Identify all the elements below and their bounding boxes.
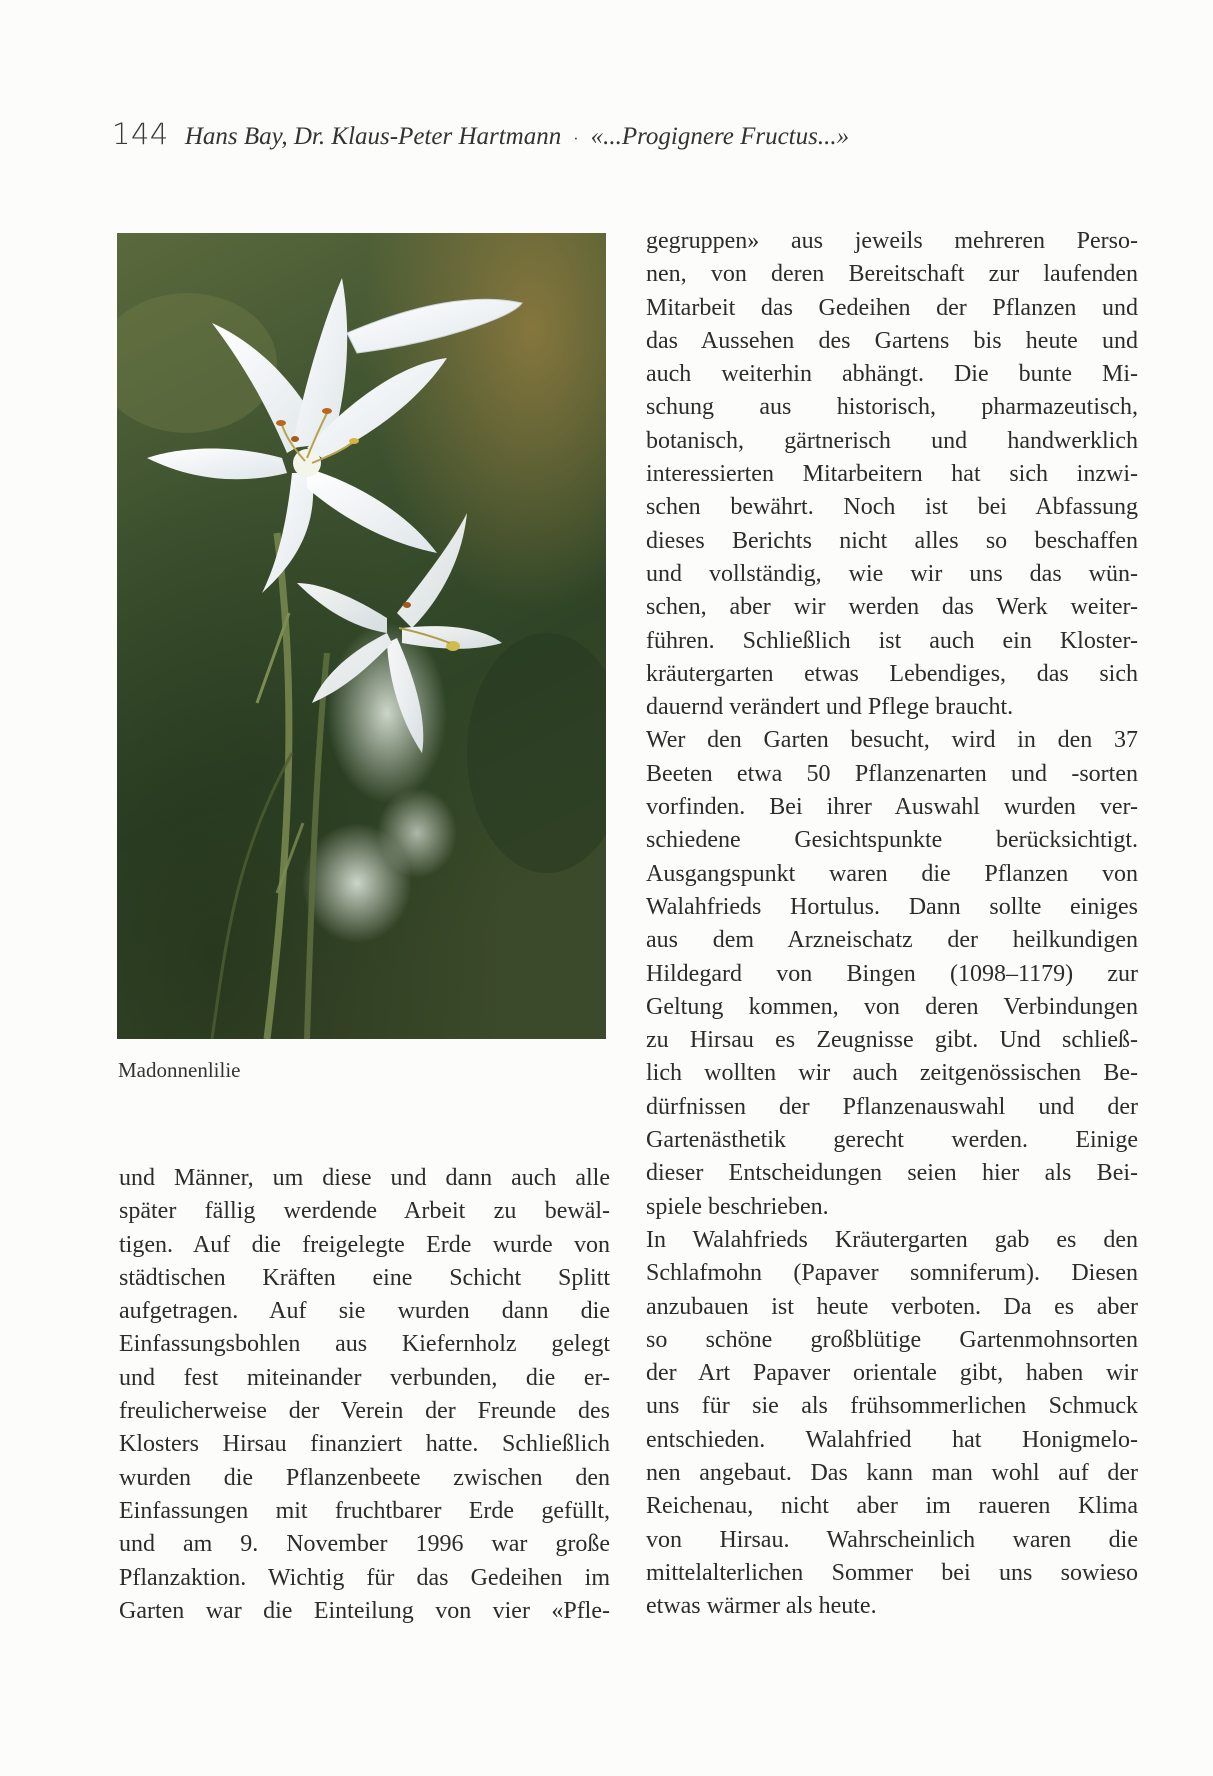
text-line: Beeten etwa 50 Pflanzenarten und -sorten [646, 760, 1138, 787]
text-line: Schlafmohn (Papaver somniferum). Diesen [646, 1260, 1138, 1287]
text-line: dauernd verändert und Pflege braucht. [646, 694, 1014, 721]
text-line: schung aus historisch, pharmazeutisch, [646, 394, 1138, 421]
text-line: nen, von deren Bereitschaft zur laufenden [646, 261, 1138, 288]
figure-caption: Madonnenlilie [118, 1058, 241, 1082]
running-head [112, 117, 849, 151]
text-line: entschieden. Walahfried hat Honigmelo- [646, 1426, 1138, 1453]
text-line: In Walahfrieds Kräutergarten gab es den [646, 1226, 1138, 1253]
text-line: kräutergarten etwas Lebendiges, das sich [646, 660, 1138, 687]
text-line: das Aussehen des Gartens bis heute und [646, 327, 1138, 354]
running-head-text [185, 123, 849, 151]
text-line: auch weiterhin abhängt. Die bunte Mi- [646, 361, 1138, 388]
text-line: spiele beschrieben. [646, 1193, 829, 1220]
text-line: mittelalterlichen Sommer bei uns sowieso [646, 1559, 1138, 1586]
text-line: gegruppen» aus jeweils mehreren Perso- [646, 228, 1138, 254]
text-line: lich wollten wir auch zeitgenössischen Be- [646, 1060, 1138, 1087]
text-line: und fest miteinander verbunden, die er- [119, 1364, 610, 1391]
text-line: und vollständig, wie wir uns das wün- [646, 560, 1138, 587]
text-line: so schöne großblütige Gartenmohnsorten [646, 1326, 1138, 1353]
text-line: Gartenästhetik gerecht werden. Einige [646, 1127, 1138, 1154]
text-line: schiedene Gesichtspunkte berücksichtigt. [646, 827, 1138, 854]
text-line: tigen. Auf die freigelegte Erde wurde von [119, 1231, 610, 1258]
text-line: Ausgangspunkt waren die Pflanzen von [646, 860, 1138, 887]
text-line: dieses Berichts nicht alles so beschaffen [646, 527, 1138, 554]
text-line: führen. Schließlich ist auch ein Kloster- [646, 627, 1138, 654]
right-column-text [646, 225, 1138, 1623]
text-line: interessierten Mitarbeitern hat sich inzwi- [646, 461, 1138, 488]
text-line: vorfinden. Bei ihrer Auswahl wurden ver- [646, 794, 1138, 821]
text-line: Reichenau, nicht aber im raueren Klima [646, 1493, 1138, 1520]
text-line: Pflanzaktion. Wichtig für das Gedeihen im [119, 1564, 610, 1591]
text-line: Hildegard von Bingen (1098–1179) zur [646, 960, 1138, 987]
text-line: nen angebaut. Das kann man wohl auf der [646, 1459, 1138, 1486]
text-line: Mitarbeit das Gedeihen der Pflanzen und [646, 294, 1138, 321]
text-line: dürfnissen der Pflanzenauswahl und der [646, 1093, 1138, 1120]
text-line: Wer den Garten besucht, wird in den 37 [646, 727, 1138, 754]
text-line: botanisch, gärtnerisch und handwerklich [646, 427, 1138, 454]
running-head-authors: Hans Bay, Dr. Klaus-Peter Hartmann [184, 123, 562, 150]
text-line: städtischen Kräften eine Schicht Splitt [119, 1264, 610, 1291]
text-line: uns für sie als frühsommerlichen Schmuck [646, 1393, 1138, 1420]
page-number: 144 [112, 117, 169, 151]
left-column-text [119, 1162, 610, 1628]
text-line: schen bewährt. Noch ist bei Abfassung [646, 494, 1138, 521]
running-head-title: «...Progignere Fructus...» [590, 123, 850, 150]
text-line: schen, aber wir werden das Werk weiter- [646, 594, 1138, 621]
text-line: anzubauen ist heute verboten. Da es aber [646, 1293, 1138, 1320]
text-line: und Männer, um diese und dann auch alle [119, 1165, 610, 1191]
text-line: Einfassungsbohlen aus Kiefernholz gelegt [119, 1331, 610, 1358]
text-line: Klosters Hirsau finanziert hatte. Schließlich [119, 1431, 610, 1458]
running-head-separator: · [573, 131, 579, 148]
text-line: Walahfrieds Hortulus. Dann sollte einiges [646, 893, 1138, 920]
text-line: und am 9. November 1996 war große [119, 1531, 610, 1558]
text-line: Einfassungen mit fruchtbarer Erde gefüllt, [119, 1497, 610, 1524]
text-line: Garten war die Einteilung von vier «Pfle- [119, 1597, 610, 1624]
text-line: zu Hirsau es Zeugnisse gibt. Und schließ- [646, 1027, 1138, 1054]
text-line: von Hirsau. Wahrscheinlich waren die [646, 1526, 1138, 1553]
text-line: dieser Entscheidungen seien hier als Bei- [646, 1160, 1138, 1187]
text-line: freulicherweise der Verein der Freunde des [119, 1398, 610, 1425]
lily-illustration [117, 233, 606, 1039]
text-line: Geltung kommen, von deren Verbindungen [646, 993, 1138, 1020]
text-line: etwas wärmer als heute. [646, 1593, 877, 1620]
text-line: der Art Papaver orientale gibt, haben wir [646, 1360, 1138, 1387]
text-line: später fällig werdende Arbeit zu bewäl- [119, 1198, 610, 1225]
madonna-lily-photo [117, 233, 606, 1039]
text-line: aus dem Arzneischatz der heilkundigen [646, 927, 1138, 954]
text-line: wurden die Pflanzenbeete zwischen den [119, 1464, 610, 1491]
text-line: aufgetragen. Auf sie wurden dann die [119, 1298, 610, 1325]
